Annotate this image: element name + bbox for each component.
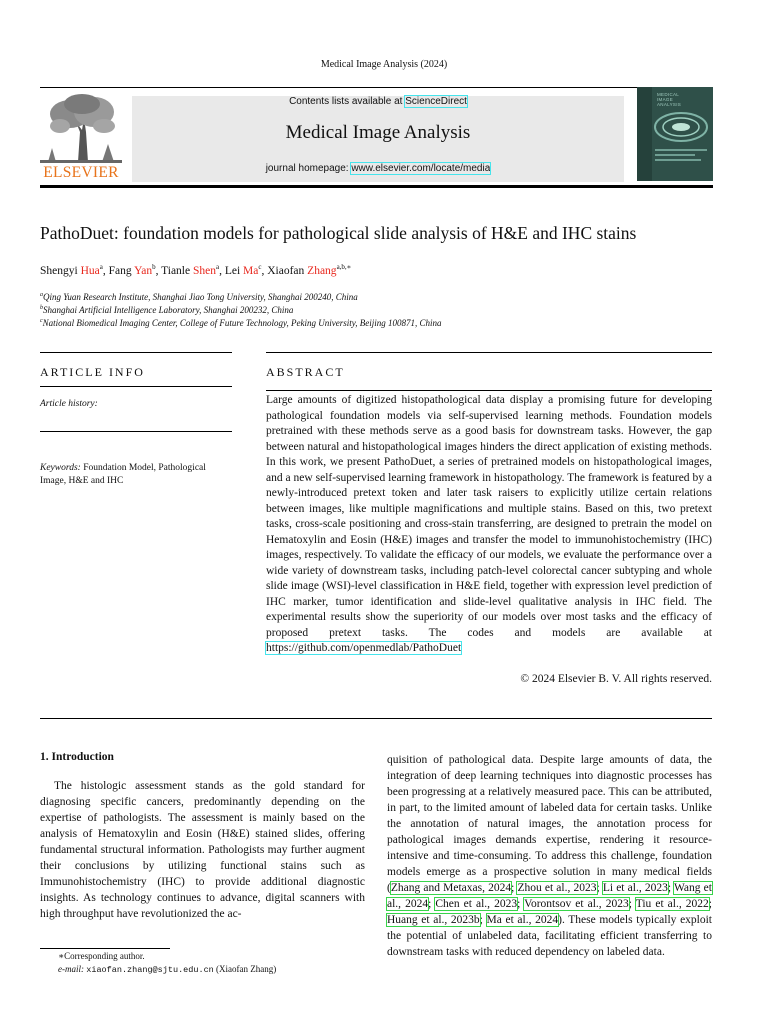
article-info-lower-rule [40, 431, 232, 432]
citation-link[interactable]: Chen et al., 2023 [435, 898, 518, 910]
citation-link[interactable]: Wang et al., 2024 [387, 882, 712, 910]
banner-bottom-rule [40, 185, 713, 188]
introduction-heading: 1. Introduction [40, 751, 114, 763]
article-info-mid-rule [40, 386, 232, 387]
article-history-label: Article history: [40, 399, 98, 409]
affiliation-a: $^a$Qing Yuan Research Institute, Shanghai Jiao Tong University, Shanghai 200240, China [40, 292, 358, 302]
keywords [40, 462, 225, 488]
affiliation-c: $^c$National Biomedical Imaging Center, College of Future Technology, Peking University, Beijing 100871, China [40, 318, 442, 328]
corresponding-author-note: ∗Corresponding author. [58, 951, 145, 961]
footnote-rule [40, 948, 170, 949]
sciencedirect-link[interactable]: ScienceDirect [405, 96, 467, 107]
homepage-line [132, 163, 624, 174]
contents-prefix: Contents lists available at [289, 96, 406, 107]
abstract-top-rule [266, 352, 712, 353]
citation-link[interactable]: Tiu et al., 2022 [635, 898, 709, 910]
running-head: Medical Image Analysis (2024) [320, 59, 448, 70]
article-info-top-rule [40, 352, 232, 353]
intro-left-column: The histologic assessment stands as the gold standard for diagnosing specific cancers, predominantly depending on the expertise of pathologists. The assessment is mainly based on the analysis of Hematoxylin and Eosin (H&E) stained slides, offering fundamental structural information. Pathologists may further augment their conclusions by utilizing functional stains such as Immunohistochemistry (IHC) to provide additional diagnostic insights. As technology continues to advance, digital scanners with high throughput have revolutionized the ac- [40, 780, 365, 920]
front-matter-bottom-rule [40, 718, 712, 719]
abstract-text: Large amounts of digitized histopathological data display a promising future for developing pathological foundation models via self-supervised learning methods. Foundation models pretrained with these methods serve as a good basis for downstream tasks. However, the gap between natural and histopathological images hinders the direct application of existing methods. In this work, we present PathoDuet, a series of pretrained models on histopathological images, and a new self-supervised learning framework in histopathology. The framework is featured by a newly-introduced pretext token and later task raisers to explicitly utilize certain relations between images, like multiple magnifications and multiple stains. Based on this, two pretext tasks, cross-scale positioning and cross-stain transferring, are designed to pretrain the model on Hematoxylin and Eosin (H&E) images and transfer the model to immunohistochemistry (IHC) images, respectively. To validate the efficacy of our models, we evaluate the performance over a wide variety of downstream tasks, including patch-level colorectal cancer subtyping and whole slide image (WSI)-level classification in H&E field, together with expression level prediction of IHC marker, tumor identification and slide-level qualitative analysis in IHC field. The experimental results show the superiority of our models over most tasks and the efficacy of proposed pretext tasks. The codes and models are available at https://github.com/openmedlab/PathoDuet [266, 394, 712, 654]
author: Lei Ma$^c$, [224, 263, 268, 277]
journal-cover-image [637, 87, 713, 181]
homepage-prefix: journal homepage: [265, 163, 352, 174]
abstract-heading: ABSTRACT [266, 365, 345, 379]
citation-link[interactable]: Zhang and Metaxas, 2024 [390, 882, 512, 894]
email-label: e-mail: [58, 964, 87, 974]
intro-right-column: quisition of pathological data. Despite large amounts of data, the integration of deep learning techniques into diagnostic processes has been progressing at a relatively measured pace. This can be attributed, in part, to the limited amount of labeled data for certain tasks. Unlike the annotation of natural images, the annotation process for pathological images demands expertise, rendering it resource-intensive and time-consuming. To address this challenge, foundation models emerge as a prospective solution in many medical fields (Zhang and Metaxas, 2024; Zhou et al., 2023; Li et al., 2023; Wang et al., 2024; Chen et al., 2023; Vorontsov et al., 2023; Tiu et al., 2022; Huang et al., 2023b; Ma et al., 2024). These models typically exploit the potential of unlabeled data, facilitating efficient transferring to downstream tasks with reduced dependency on labeled data. [387, 754, 713, 958]
code-repository-link[interactable]: https://github.com/openmedlab/PathoDuet [266, 642, 462, 654]
citation-link[interactable]: Li et al., 2023 [602, 882, 668, 894]
banner-top-rule [40, 87, 712, 88]
citation-link[interactable]: Zhou et al., 2023 [517, 882, 597, 894]
email-footnote [58, 964, 276, 975]
email-name: (Xiaofan Zhang) [213, 964, 277, 974]
author: Xiaofan Zhang$^{a,b,∗}$ [267, 263, 352, 277]
cover-journal-text: MEDICAL IMAGE ANALYSIS [657, 92, 682, 107]
copyright-notice: © 2024 Elsevier B. V. All rights reserved. [520, 673, 712, 685]
author: Fang Yan$^b$, [108, 263, 162, 277]
abstract-mid-rule [266, 390, 712, 391]
author: Shengyi Hua$^a$, [40, 263, 109, 277]
affiliation-b: $^b$Shanghai Artificial Intelligence Laboratory, Shanghai 200232, China [40, 305, 294, 315]
citation-link[interactable]: Huang et al., 2023b [387, 914, 480, 926]
keywords-list: Foundation Model, Pathological Image, H&E and IHC [40, 463, 206, 486]
publisher-name: ELSEVIER [43, 164, 119, 181]
contents-line [132, 96, 624, 107]
journal-title: Medical Image Analysis [285, 122, 471, 143]
citation-link[interactable]: Ma et al., 2024 [486, 914, 559, 926]
author-list [40, 263, 720, 277]
paper-title: PathoDuet: foundation models for pathological slide analysis of H&E and IHC stains [40, 223, 637, 243]
email-address[interactable]: xiaofan.zhang@sjtu.edu.cn [86, 965, 214, 975]
citation-link[interactable]: Vorontsov et al., 2023 [524, 898, 629, 910]
journal-homepage-link[interactable]: www.elsevier.com/locate/media [351, 163, 491, 174]
article-info-heading: ARTICLE INFO [40, 365, 145, 379]
keywords-label: Keywords: [40, 463, 81, 473]
author: Tianle Shen$^a$, [161, 263, 225, 277]
